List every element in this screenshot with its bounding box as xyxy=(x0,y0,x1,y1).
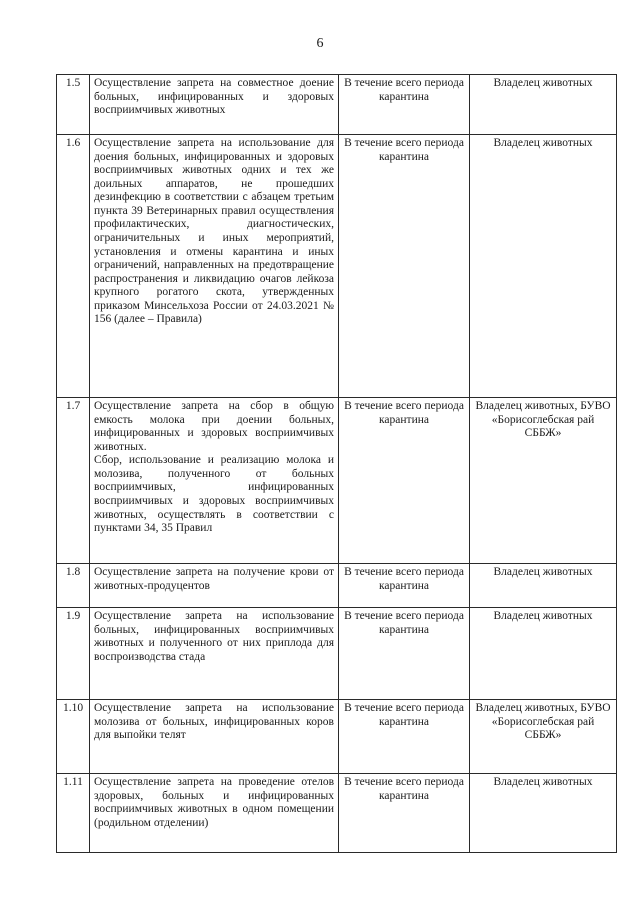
description-paragraph: Осуществление запрета на совместное доение больных, инфицированных и здоровых восприимчивых животных xyxy=(94,77,334,117)
description-paragraph: Осуществление запрета на использование больных, инфицированных восприимчивых животных и полученного от них приплода для воспроизводства стада xyxy=(94,610,334,663)
measure-description xyxy=(90,700,339,774)
table-row xyxy=(57,398,617,564)
table-row xyxy=(57,608,617,700)
deadline-cell: В течение всего периода карантина xyxy=(339,135,470,398)
deadline-cell: В течение всего периода карантина xyxy=(339,564,470,608)
responsible-cell: Владелец животных xyxy=(470,774,617,853)
description-paragraph: Сбор, использование и реализацию молока и молозива, полученного от больных восприимчивых, инфицированных восприимчивых и здоровых восприимчивых животных, осуществлять в соответствии с пунктами 34, 35 Правил xyxy=(94,454,334,535)
measure-description xyxy=(90,774,339,853)
table-row xyxy=(57,774,617,853)
responsible-cell: Владелец животных xyxy=(470,75,617,135)
table-row xyxy=(57,75,617,135)
deadline-cell: В течение всего периода карантина xyxy=(339,608,470,700)
row-number: 1.9 xyxy=(57,608,90,700)
measure-description xyxy=(90,135,339,398)
row-number: 1.7 xyxy=(57,398,90,564)
table-row xyxy=(57,700,617,774)
responsible-cell: Владелец животных xyxy=(470,608,617,700)
table-row xyxy=(57,564,617,608)
measure-description xyxy=(90,398,339,564)
description-paragraph: Осуществление запрета на использование молозива от больных, инфицированных коров для выпойки телят xyxy=(94,702,334,742)
deadline-cell: В течение всего периода карантина xyxy=(339,75,470,135)
responsible-cell: Владелец животных xyxy=(470,135,617,398)
measure-description xyxy=(90,608,339,700)
row-number: 1.6 xyxy=(57,135,90,398)
responsible-cell: Владелец животных xyxy=(470,564,617,608)
description-paragraph: Осуществление запрета на сбор в общую емкость молока при доении больных, инфицированных и здоровых восприимчивых животных. xyxy=(94,400,334,453)
measure-description xyxy=(90,564,339,608)
responsible-cell: Владелец животных, БУВО «Борисоглебская рай СББЖ» xyxy=(470,398,617,564)
description-paragraph: Осуществление запрета на получение крови от животных-продуцентов xyxy=(94,566,334,592)
page-number: 6 xyxy=(316,36,324,51)
row-number: 1.8 xyxy=(57,564,90,608)
table-row xyxy=(57,135,617,398)
row-number: 1.5 xyxy=(57,75,90,135)
measure-description xyxy=(90,75,339,135)
deadline-cell: В течение всего периода карантина xyxy=(339,398,470,564)
description-paragraph: Осуществление запрета на использование для доения больных, инфицированных и здоровых восприимчивых животных одних и тех же доильных аппаратов, не прошедших дезинфекцию в соответствии с абзацем третьим пункта 39 Ветеринарных правил осуществления профилактических, диагностических, ограничительных и иных мероприятий, установления и отмены карантина и иных ограничений, направленных на предотвращение распространения и ликвидацию очагов лейкоза крупного рогатого скота, утвержденных приказом Минсельхоза России от 24.03.2021 № 156 (далее – Правила) xyxy=(94,137,334,326)
description-paragraph: Осуществление запрета на проведение отелов здоровых, больных и инфицированных восприимчивых животных в одном помещении (родильном отделении) xyxy=(94,776,334,829)
measures-table xyxy=(56,74,617,853)
row-number: 1.11 xyxy=(57,774,90,853)
deadline-cell: В течение всего периода карантина xyxy=(339,700,470,774)
row-number: 1.10 xyxy=(57,700,90,774)
responsible-cell: Владелец животных, БУВО «Борисоглебская рай СББЖ» xyxy=(470,700,617,774)
deadline-cell: В течение всего периода карантина xyxy=(339,774,470,853)
